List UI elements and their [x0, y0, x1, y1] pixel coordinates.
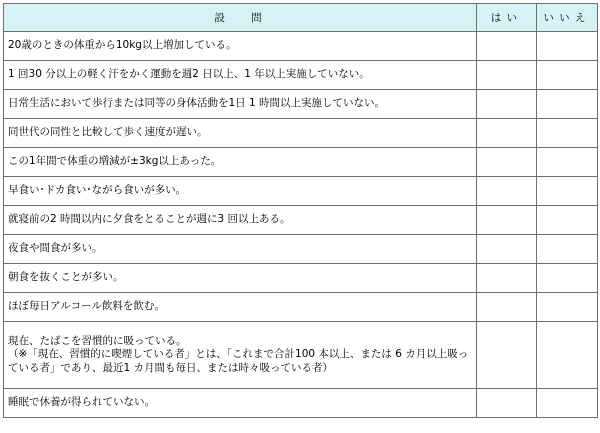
no-cell[interactable]: [537, 264, 598, 293]
yes-cell[interactable]: [477, 177, 537, 206]
table-row: [4, 90, 598, 119]
question-text: 就寝前の2 時間以内に夕食をとることが週に3 回以上ある。: [4, 206, 477, 235]
header-question: 設問: [4, 4, 477, 32]
questionnaire-table: [3, 3, 598, 418]
yes-cell[interactable]: [477, 206, 537, 235]
no-cell[interactable]: [537, 235, 598, 264]
yes-cell[interactable]: [477, 389, 537, 418]
yes-cell[interactable]: [477, 264, 537, 293]
question-text: 日常生活において歩行または同等の身体活動を1日 1 時間以上実施していない。: [4, 90, 477, 119]
question-text: この1年間で体重の増減が±3kg以上あった。: [4, 148, 477, 177]
table-row: [4, 264, 598, 293]
question-text: 夜食や間食が多い。: [4, 235, 477, 264]
question-note: （※「現在、習慣的に喫煙している者」とは、「これまで合計100 本以上、または 6 カ月以上吸っている者」であり、最近1 カ月間も毎日、または時々吸っている者）: [8, 348, 469, 374]
no-cell[interactable]: [537, 61, 598, 90]
yes-cell[interactable]: [477, 32, 537, 61]
no-cell[interactable]: [537, 90, 598, 119]
table-row: [4, 177, 598, 206]
no-cell[interactable]: [537, 293, 598, 322]
question-text: 現在、たばこを習慣的に吸っている。: [8, 335, 187, 348]
yes-cell[interactable]: [477, 90, 537, 119]
header-yes: はい: [477, 4, 537, 32]
yes-cell[interactable]: [477, 148, 537, 177]
question-text: 1 回30 分以上の軽く汗をかく運動を週2 日以上、1 年以上実施していない。: [4, 61, 477, 90]
no-cell[interactable]: [537, 389, 598, 418]
question-text: ほぼ毎日アルコール飲料を飲む。: [4, 293, 477, 322]
question-text: 20歳のときの体重から10kg以上増加している。: [4, 32, 477, 61]
header-row: [4, 4, 598, 32]
yes-cell[interactable]: [477, 61, 537, 90]
table-row: [4, 235, 598, 264]
no-cell[interactable]: [537, 206, 598, 235]
question-text: 早食い･ドカ食い･ながら食いが多い。: [4, 177, 477, 206]
yes-cell[interactable]: [477, 293, 537, 322]
no-cell[interactable]: [537, 119, 598, 148]
table-row: [4, 32, 598, 61]
table-row: [4, 389, 598, 418]
yes-cell[interactable]: [477, 235, 537, 264]
header-no: いいえ: [537, 4, 598, 32]
yes-cell[interactable]: [477, 322, 537, 389]
no-cell[interactable]: [537, 148, 598, 177]
table-row: [4, 148, 598, 177]
no-cell[interactable]: [537, 177, 598, 206]
table-row: [4, 293, 598, 322]
question-cell: [4, 322, 477, 389]
yes-cell[interactable]: [477, 119, 537, 148]
table-row: [4, 61, 598, 90]
question-text: 睡眠で休養が得られていない。: [4, 389, 477, 418]
no-cell[interactable]: [537, 32, 598, 61]
question-text: 朝食を抜くことが多い。: [4, 264, 477, 293]
table-row: [4, 119, 598, 148]
question-text: 同世代の同性と比較して歩く速度が遅い。: [4, 119, 477, 148]
table-row: [4, 206, 598, 235]
table-row: [4, 322, 598, 389]
no-cell[interactable]: [537, 322, 598, 389]
